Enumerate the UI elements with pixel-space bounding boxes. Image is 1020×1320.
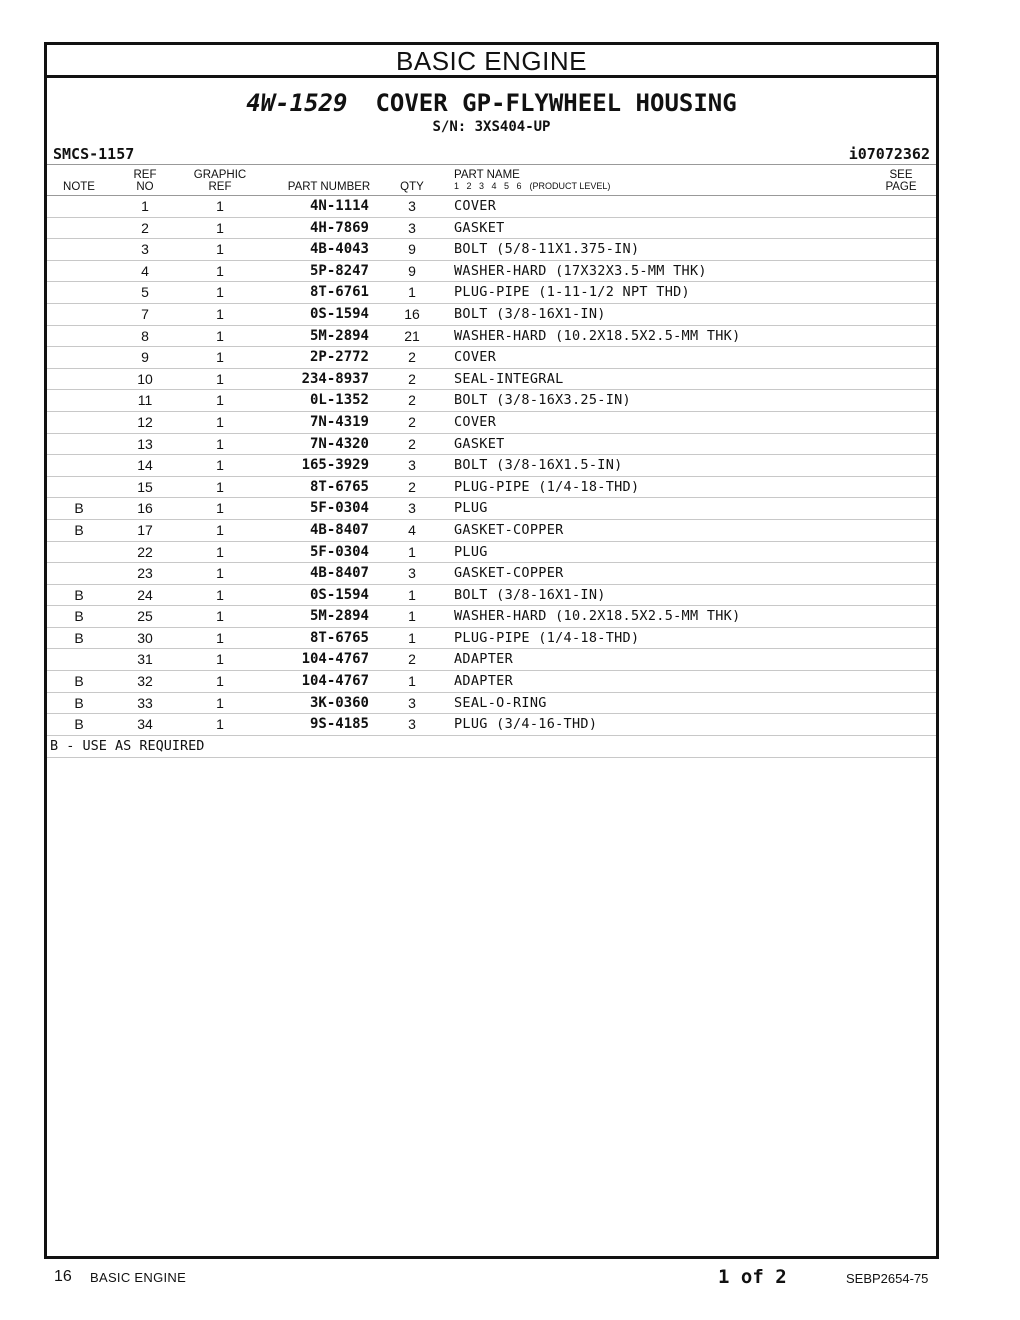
row-ref-no: 2 (141, 219, 149, 236)
row-part-name: PLUG (454, 500, 488, 517)
row-graphic-ref: 1 (216, 673, 224, 690)
row-graphic-ref: 1 (216, 608, 224, 625)
row-graphic-ref: 1 (216, 521, 224, 538)
row-graphic-ref: 1 (216, 413, 224, 430)
row-part-name: WASHER-HARD (10.2X18.5X2.5-MM THK) (454, 608, 741, 625)
row-part-name: COVER (454, 349, 497, 366)
table-row (47, 326, 936, 348)
row-graphic-ref: 1 (216, 716, 224, 733)
row-graphic-ref: 1 (216, 241, 224, 258)
header-gref-line1: GRAPHIC (193, 169, 247, 181)
table-row (47, 585, 936, 607)
row-part-name: BOLT (5/8-11X1.375-IN) (454, 241, 640, 258)
row-ref-no: 23 (137, 565, 153, 582)
table-row (47, 498, 936, 520)
row-ref-no: 4 (141, 262, 149, 279)
row-graphic-ref: 1 (216, 262, 224, 279)
row-ref-no: 32 (137, 673, 153, 690)
table-row (47, 520, 936, 542)
row-part-name: PLUG-PIPE (1/4-18-THD) (454, 478, 640, 495)
row-part-name: BOLT (3/8-16X1-IN) (454, 305, 606, 322)
row-part-name: PLUG (454, 543, 488, 560)
row-qty: 1 (408, 673, 416, 690)
row-ref-no: 7 (141, 305, 149, 322)
row-part-number: 4H-7869 (309, 219, 369, 236)
smcs-code: SMCS-1157 (53, 145, 135, 163)
row-part-number: 165-3929 (301, 457, 369, 474)
row-graphic-ref: 1 (216, 694, 224, 711)
row-qty: 2 (408, 478, 416, 495)
row-graphic-ref: 1 (216, 478, 224, 495)
row-graphic-ref: 1 (216, 327, 224, 344)
table-row (47, 218, 936, 240)
row-ref-no: 22 (137, 543, 153, 560)
row-qty: 2 (408, 413, 416, 430)
row-ref-no: 33 (137, 694, 153, 711)
row-part-number: 9S-4185 (309, 716, 369, 733)
row-qty: 3 (408, 457, 416, 474)
header-see-page (875, 169, 927, 193)
table-row (47, 628, 936, 650)
table-header (47, 165, 936, 196)
row-note: B (74, 716, 84, 733)
row-part-number: 5F-0304 (309, 543, 369, 560)
row-part-name: BOLT (3/8-16X1-IN) (454, 586, 606, 603)
table-row (47, 606, 936, 628)
header-see-line1: SEE (889, 169, 913, 181)
table-row (47, 693, 936, 715)
row-part-name: SEAL-INTEGRAL (454, 370, 564, 387)
row-ref-no: 13 (137, 435, 153, 452)
row-ref-no: 12 (137, 413, 153, 430)
row-note: B (74, 521, 84, 538)
row-part-name: GASKET-COPPER (454, 565, 564, 582)
row-graphic-ref: 1 (216, 435, 224, 452)
row-qty: 3 (408, 219, 416, 236)
table-row (47, 455, 936, 477)
row-part-name: PLUG (3/4-16-THD) (454, 716, 598, 733)
row-note: B (74, 694, 84, 711)
row-part-number: 2P-2772 (309, 349, 369, 366)
row-part-number: 0L-1352 (309, 392, 369, 409)
row-qty: 3 (408, 198, 416, 214)
table-row (47, 649, 936, 671)
row-qty: 1 (408, 543, 416, 560)
row-graphic-ref: 1 (216, 565, 224, 582)
table-row (47, 563, 936, 585)
row-graphic-ref: 1 (216, 629, 224, 646)
table-row (47, 671, 936, 693)
row-part-number: 5P-8247 (309, 262, 369, 279)
row-qty: 3 (408, 565, 416, 582)
row-ref-no: 1 (141, 198, 149, 214)
row-graphic-ref: 1 (216, 370, 224, 387)
row-qty: 16 (404, 305, 420, 322)
table-row (47, 282, 936, 304)
row-note: B (74, 608, 84, 625)
row-ref-no: 5 (141, 284, 149, 301)
row-note: B (74, 500, 84, 517)
row-qty: 2 (408, 435, 416, 452)
row-graphic-ref: 1 (216, 219, 224, 236)
table-row (47, 261, 936, 283)
row-part-name: GASKET-COPPER (454, 521, 564, 538)
row-part-number: 8T-6761 (309, 284, 369, 301)
footer-sheet: 1 of 2 (718, 1266, 787, 1288)
table-row (47, 390, 936, 412)
row-note: B (74, 673, 84, 690)
group-part-number: 4W-1529 (246, 89, 348, 117)
row-graphic-ref: 1 (216, 284, 224, 301)
row-part-number: 5F-0304 (309, 500, 369, 517)
row-ref-no: 24 (137, 586, 153, 603)
row-qty: 3 (408, 694, 416, 711)
row-part-name: COVER (454, 198, 497, 214)
row-part-name: PLUG-PIPE (1/4-18-THD) (454, 629, 640, 646)
row-part-name: WASHER-HARD (17X32X3.5-MM THK) (454, 262, 707, 279)
row-part-number: 0S-1594 (309, 586, 369, 603)
row-graphic-ref: 1 (216, 457, 224, 474)
row-ref-no: 15 (137, 478, 153, 495)
row-part-number: 3K-0360 (309, 694, 369, 711)
page-footer (0, 1266, 1020, 1290)
footer-section: BASIC ENGINE (90, 1270, 187, 1285)
header-part-number: PART NUMBER (287, 181, 371, 193)
row-graphic-ref: 1 (216, 543, 224, 560)
row-note: B (74, 586, 84, 603)
row-part-number: 8T-6765 (309, 629, 369, 646)
row-part-name: GASKET (454, 435, 505, 452)
page-frame (44, 42, 939, 1259)
header-see-line2: PAGE (885, 181, 917, 193)
row-graphic-ref: 1 (216, 500, 224, 517)
row-ref-no: 14 (137, 457, 153, 474)
row-ref-no: 31 (137, 651, 153, 668)
row-ref-no: 11 (137, 392, 153, 409)
table-row (47, 434, 936, 456)
row-qty: 2 (408, 370, 416, 387)
table-row (47, 304, 936, 326)
group-title (47, 88, 936, 118)
row-part-name: PLUG-PIPE (1-11-1/2 NPT THD) (454, 284, 690, 301)
row-qty: 2 (408, 651, 416, 668)
row-part-number: 5M-2894 (309, 608, 369, 625)
row-graphic-ref: 1 (216, 349, 224, 366)
row-part-name: BOLT (3/8-16X1.5-IN) (454, 457, 623, 474)
row-part-number: 4N-1114 (309, 198, 369, 214)
table-row (47, 239, 936, 261)
serial-number: S/N: 3XS404-UP (432, 119, 551, 135)
table-row (47, 714, 936, 736)
row-qty: 2 (408, 349, 416, 366)
header-part-name: PART NAME (454, 169, 520, 181)
row-qty: 1 (408, 284, 416, 301)
footnote: B - USE AS REQUIRED (47, 736, 936, 758)
row-part-number: 234-8937 (301, 370, 369, 387)
group-name: COVER GP-FLYWHEEL HOUSING (375, 89, 737, 117)
smcs-row (47, 142, 936, 165)
table-row (47, 542, 936, 564)
table-row (47, 412, 936, 434)
row-part-name: WASHER-HARD (10.2X18.5X2.5-MM THK) (454, 327, 741, 344)
row-qty: 1 (408, 629, 416, 646)
row-ref-no: 8 (141, 327, 149, 344)
header-product-levels (454, 180, 610, 192)
row-ref-no: 3 (141, 241, 149, 258)
table-row (47, 347, 936, 369)
row-graphic-ref: 1 (216, 651, 224, 668)
header-qty: QTY (400, 181, 424, 193)
row-qty: 1 (408, 608, 416, 625)
row-part-number: 4B-8407 (309, 521, 369, 538)
illustration-id: i07072362 (848, 145, 930, 163)
row-part-number: 0S-1594 (309, 305, 369, 322)
row-part-name: BOLT (3/8-16X3.25-IN) (454, 392, 631, 409)
header-note: NOTE (63, 181, 95, 193)
header-ref-line2: NO (136, 181, 154, 193)
row-graphic-ref: 1 (216, 586, 224, 603)
row-part-number: 104-4767 (301, 673, 369, 690)
row-qty: 9 (408, 241, 416, 258)
row-ref-no: 9 (141, 349, 149, 366)
section-title: BASIC ENGINE (47, 45, 936, 78)
row-ref-no: 34 (137, 716, 153, 733)
row-graphic-ref: 1 (216, 198, 224, 214)
row-part-number: 4B-8407 (309, 565, 369, 582)
row-part-number: 8T-6765 (309, 478, 369, 495)
header-ref-line1: REF (133, 169, 157, 181)
row-ref-no: 25 (137, 608, 153, 625)
product-level-numbers: 1 2 3 4 5 6 (454, 181, 522, 191)
parts-table-body (47, 196, 936, 736)
product-level-label: (PRODUCT LEVEL) (529, 181, 611, 191)
row-qty: 21 (404, 327, 420, 344)
row-part-name: ADAPTER (454, 673, 513, 690)
row-qty: 4 (408, 521, 416, 538)
row-part-number: 5M-2894 (309, 327, 369, 344)
header-gref-line2: REF (208, 181, 232, 193)
row-part-name: SEAL-O-RING (454, 694, 547, 711)
row-part-name: GASKET (454, 219, 505, 236)
footer-doc-id: SEBP2654-75 (846, 1271, 929, 1286)
row-qty: 3 (408, 500, 416, 517)
row-part-number: 7N-4320 (309, 435, 369, 452)
footer-page-number: 16 (54, 1268, 72, 1285)
row-qty: 3 (408, 716, 416, 733)
row-ref-no: 17 (137, 521, 153, 538)
table-row (47, 477, 936, 499)
row-part-number: 104-4767 (301, 651, 369, 668)
row-note: B (74, 629, 84, 646)
row-part-name: ADAPTER (454, 651, 513, 668)
table-row (47, 369, 936, 391)
row-ref-no: 10 (137, 370, 153, 387)
row-part-name: COVER (454, 413, 497, 430)
header-ref-no (125, 169, 165, 193)
row-ref-no: 16 (137, 500, 153, 517)
row-qty: 1 (408, 586, 416, 603)
table-row (47, 196, 936, 218)
row-part-number: 7N-4319 (309, 413, 369, 430)
header-graphic-ref (187, 169, 253, 193)
row-qty: 2 (408, 392, 416, 409)
row-ref-no: 30 (137, 629, 153, 646)
row-qty: 9 (408, 262, 416, 279)
row-graphic-ref: 1 (216, 305, 224, 322)
row-part-number: 4B-4043 (309, 241, 369, 258)
row-graphic-ref: 1 (216, 392, 224, 409)
